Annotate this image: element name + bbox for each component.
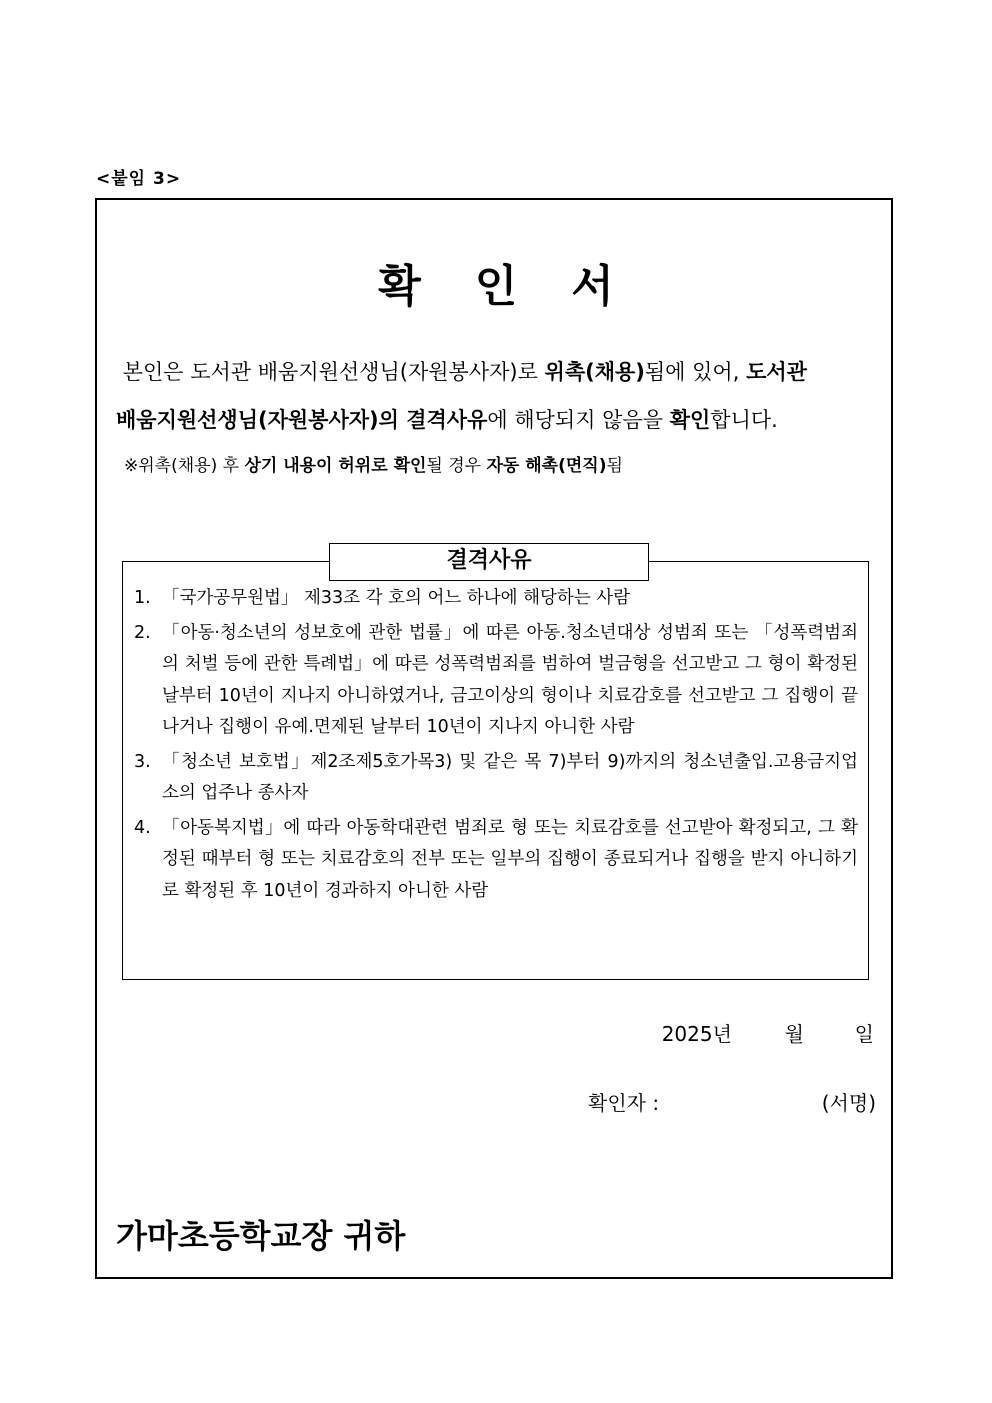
date-month: 월: [784, 1022, 804, 1046]
note-b: 상기 내용이 허위로 확인: [244, 456, 427, 476]
signature-field: (서명): [821, 1091, 876, 1115]
item-number: 3.: [134, 751, 151, 772]
confirmer-line: [588, 1087, 876, 1116]
item-text: 「청소년 보호법」제2조제5호가목3) 및 같은 목 7)부터 9)까지의 청소년출입.고용금지업소의 업주나 종사자: [162, 751, 858, 803]
intro-text-1d: 도서관: [746, 360, 807, 384]
date-year: 2025년: [661, 1022, 732, 1046]
item-text: 「아동·청소년의 성보호에 관한 법률」에 따른 아동.청소년대상 성범죄 또는 「성폭력범죄의 처벌 등에 관한 특례법」에 따른 성폭력범죄를 범하여 벌금형을 선고받고 그 형이 확정된 날부터 10년이 지나지 아니하였거나, 금고이상의 형이나 치료감호를 선고받고 그 집행이 끝나거나 집행이 유예.면제된 날부터 10년이 지나지 아니한 사람: [162, 622, 858, 737]
intro-text-2a: 배움지원선생님(자원봉사자)의 결격사유: [116, 408, 488, 432]
intro-text-1b: 위촉(채용): [544, 360, 645, 384]
addressee: 가마초등학교장 귀하: [116, 1217, 406, 1255]
disqualification-title: 결격사유: [329, 543, 649, 581]
intro-line-1: [116, 356, 876, 386]
note-d: 자동 해촉(면직): [486, 456, 607, 476]
item-number: 2.: [134, 622, 151, 643]
list-item: [134, 747, 858, 810]
intro-text-2d: 합니다.: [710, 408, 778, 432]
attachment-label: <붙임 3>: [96, 169, 182, 189]
intro-text-1c: 됨에 있어,: [644, 360, 747, 384]
date-day: 일: [854, 1022, 874, 1046]
item-text: 「아동복지법」에 따라 아동학대관련 범죄로 형 또는 치료감호를 선고받아 확정되고, 그 확정된 때부터 형 또는 치료감호의 전부 또는 일부의 집행이 종료되거나 집행을 받지 아니하기로 확정된 후 10년이 경과하지 아니한 사람: [162, 817, 858, 901]
list-item: [134, 813, 858, 908]
intro-line-2: [116, 404, 876, 434]
confirmer-label: 확인자 :: [588, 1091, 660, 1115]
intro-text-2c: 확인: [669, 408, 711, 432]
notice-line: [124, 451, 623, 476]
document-title: 확인서: [378, 261, 668, 312]
list-item: [134, 583, 858, 615]
item-text: 「국가공무원법」 제33조 각 호의 어느 하나에 해당하는 사람: [162, 588, 631, 608]
intro-text-1a: 본인은 도서관 배움지원선생님(자원봉사자)로: [122, 360, 545, 384]
list-item: [134, 618, 858, 744]
item-number: 1.: [134, 588, 151, 608]
intro-text-2b: 에 해당되지 않음을: [487, 408, 670, 432]
date-line: [662, 1018, 874, 1047]
note-c: 될 경우: [426, 456, 487, 476]
item-number: 4.: [134, 817, 151, 838]
note-e: 됨: [606, 456, 623, 476]
note-a: ※위촉(채용) 후: [124, 456, 245, 476]
disqualification-list: [134, 583, 858, 910]
